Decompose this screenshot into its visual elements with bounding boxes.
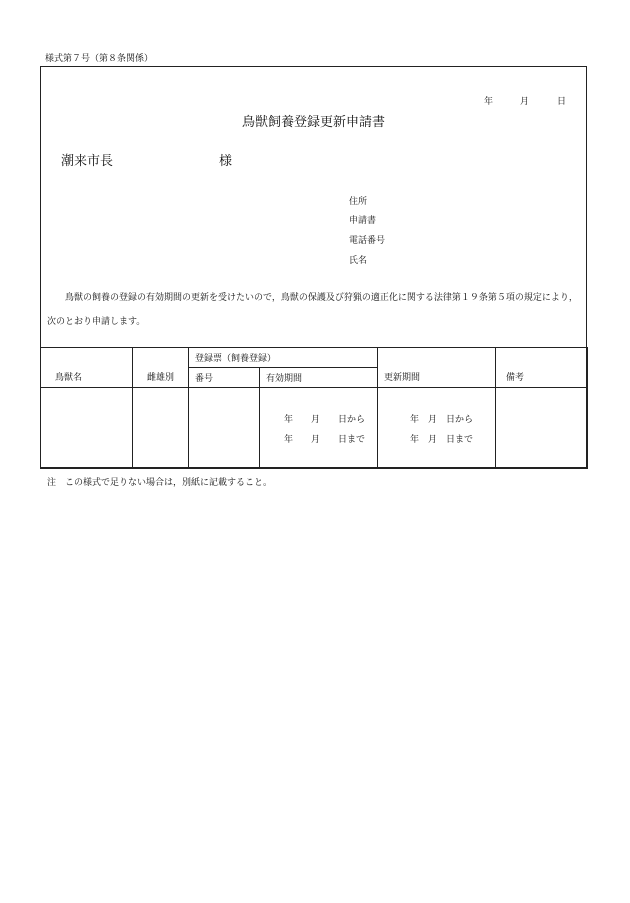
cell-remarks [496,388,588,469]
date-year-label: 年 [484,97,494,107]
applicant-phone-label: 電話番号 [349,236,386,246]
application-form-frame [40,66,587,468]
header-remarks: 備考 [496,348,588,388]
header-registration-group: 登録票（飼養登録） [189,348,378,368]
form-number-label: 様式第７号（第８条関係） [45,54,154,64]
header-species: 鳥獣名 [41,348,133,388]
applicant-document-label: 申請書 [349,216,377,226]
application-body-text: 鳥獣の飼養の登録の有効期間の更新を受けたいので，鳥獣の保護及び狩猟の適正化に関する法律第１９条第５項の規定により，次のとおり申請します。 [47,293,578,327]
addressee-honorific: 様 [219,154,233,169]
header-renewal-period: 更新期間 [378,348,496,388]
header-validity: 有効期間 [260,368,378,388]
cell-validity-period [260,388,378,469]
date-month-label: 月 [520,97,530,107]
validity-to-text: 年 月 日まで [284,435,366,446]
validity-from-text: 年 月 日から [284,415,366,426]
cell-species [41,388,133,469]
footnote: 注 この様式で足りない場合は，別紙に記載すること。 [47,478,273,488]
header-number: 番号 [189,368,260,388]
applicant-name-label: 氏名 [349,256,368,266]
registration-table [40,347,588,469]
document-title: 鳥獣飼養登録更新申請書 [241,115,385,130]
renewal-from-text: 年 月 日から [410,415,474,426]
date-day-label: 日 [557,97,567,107]
header-sex: 雌雄別 [133,348,189,388]
cell-renewal-period [378,388,496,469]
cell-number [189,388,260,469]
addressee: 潮来市長 [61,154,114,169]
cell-sex [133,388,189,469]
applicant-address-label: 住所 [349,197,368,207]
renewal-to-text: 年 月 日まで [410,435,474,446]
